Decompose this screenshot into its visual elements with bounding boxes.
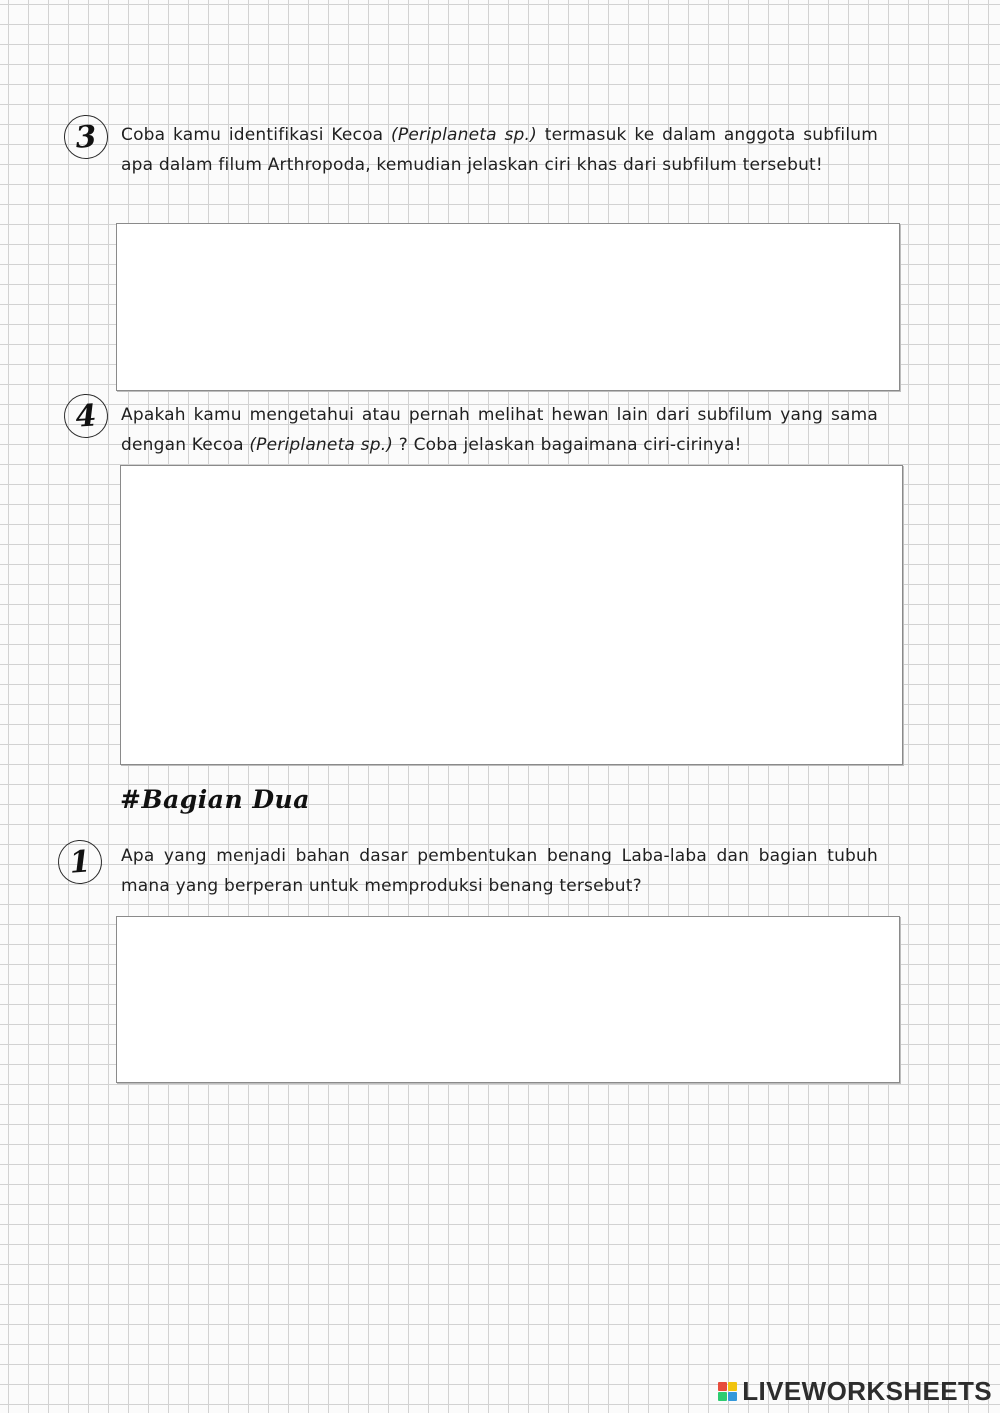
answer-box[interactable] xyxy=(116,223,900,391)
brand-name: LIVEWORKSHEETS xyxy=(742,1376,992,1406)
species-name: (Periplaneta sp.) xyxy=(249,435,394,455)
logo-square xyxy=(728,1382,737,1391)
answer-box[interactable] xyxy=(120,465,903,765)
answer-box[interactable] xyxy=(116,916,900,1083)
question-text xyxy=(121,120,878,180)
question-number-badge xyxy=(57,839,104,886)
question-text-part: Apakah kamu mengetahui atau pernah melihat hewan lain dari subfilum yang sama dengan Kecoa xyxy=(121,405,878,455)
species-name: (Periplaneta sp.) xyxy=(391,125,537,145)
question-number: 4 xyxy=(74,397,98,435)
question-text-part: Coba kamu identifikasi Kecoa xyxy=(121,125,392,145)
question-text-part: ? Coba jelaskan bagaimana ciri-cirinya! xyxy=(393,435,742,455)
question-text-part: termasuk ke dalam anggota subfilum apa dalam filum Arthropoda, kemudian jelaskan ciri khas dari subfilum tersebut! xyxy=(121,125,878,175)
question-number-badge xyxy=(63,114,110,161)
question-number-badge xyxy=(63,393,110,440)
logo-square xyxy=(718,1382,727,1391)
question-text: Apa yang menjadi bahan dasar pembentukan benang Laba-laba dan bagian tubuh mana yang berperan untuk memproduksi benang tersebut? xyxy=(121,846,878,896)
logo-square xyxy=(718,1392,727,1401)
question-number: 3 xyxy=(74,118,98,156)
section-title: #Bagian Dua xyxy=(120,785,310,814)
logo-square xyxy=(728,1392,737,1401)
liveworksheets-logo-icon xyxy=(718,1382,737,1401)
question-number: 1 xyxy=(68,843,92,881)
liveworksheets-brand xyxy=(718,1376,992,1407)
question-text xyxy=(121,400,878,460)
